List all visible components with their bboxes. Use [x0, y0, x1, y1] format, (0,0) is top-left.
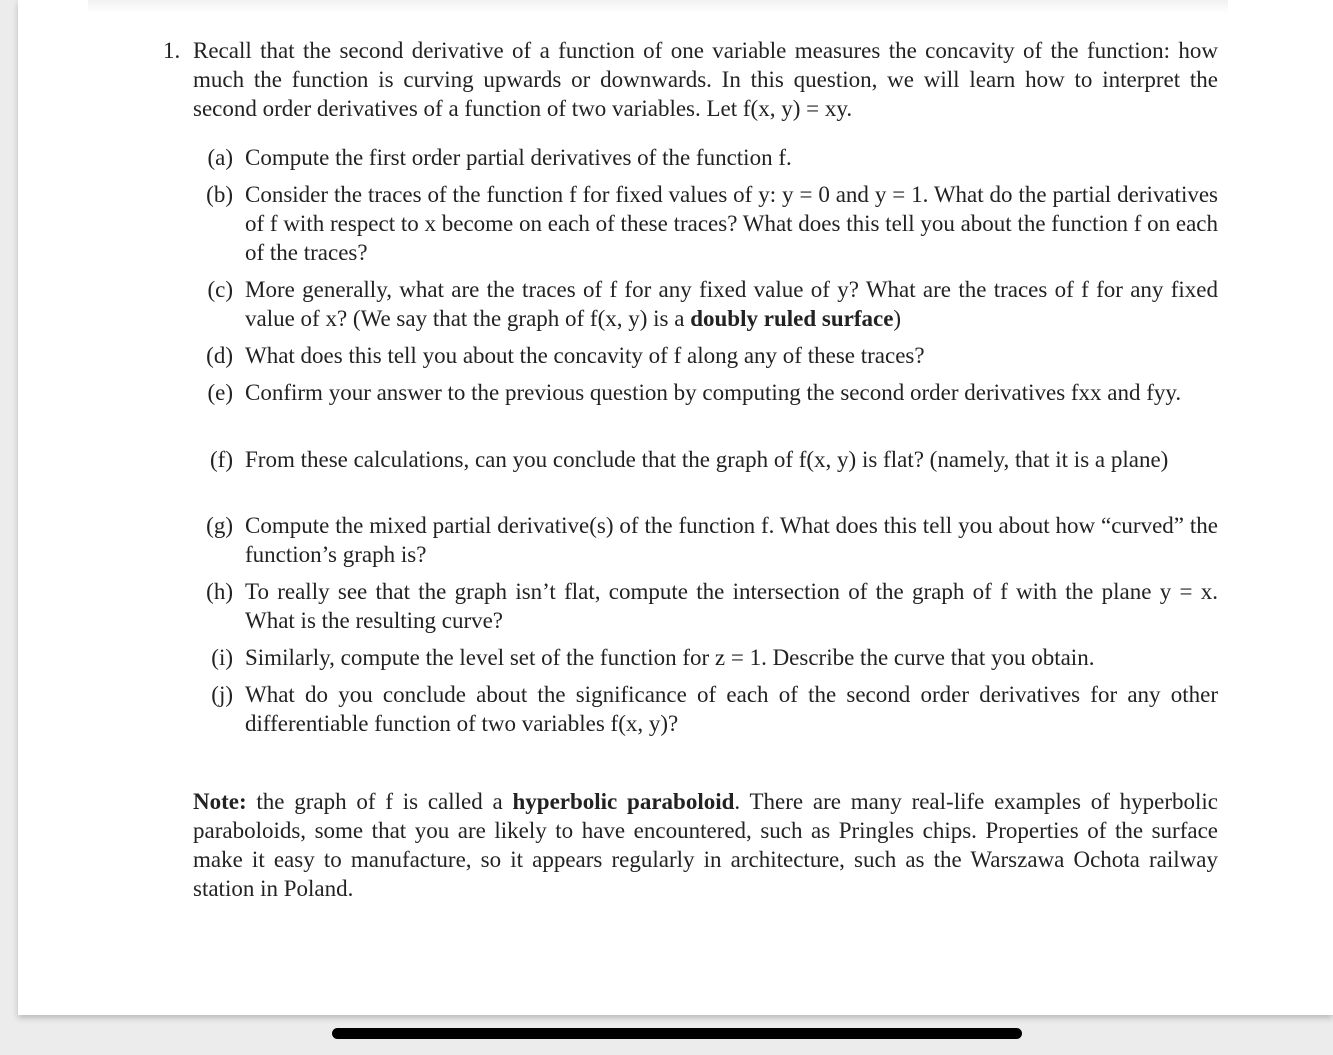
part-label-i: (i): [211, 645, 233, 670]
part-label-b: (b): [206, 182, 233, 207]
page-edge-shadow: [88, 0, 1228, 14]
part-j-text: What do you conclude about the significance of each of the second order derivatives for any other differentiable function of two variables f(x, y)?: [245, 682, 1218, 736]
part-d-text: What does this tell you about the concavity of f along any of these traces?: [245, 343, 925, 368]
part-c-body: More generally, what are the traces of f for any fixed value of y? What are the traces of f for any fixed value of x? (We say that the graph of f(x, y) is a: [245, 277, 1218, 331]
hyperbolic-paraboloid-term: hyperbolic paraboloid: [512, 789, 735, 814]
part-label-d: (d): [206, 343, 233, 368]
part-label-c: (c): [207, 277, 233, 302]
part-b-text: Consider the traces of the function f for fixed values of y: y = 0 and y = 1. What do the partial derivatives of f with respect to x become on each of these traces? What does this tell you about the function f on each of the traces?: [245, 182, 1218, 265]
part-i-text: Similarly, compute the level set of the function for z = 1. Describe the curve that you obtain.: [245, 645, 1095, 670]
part-c-close: ): [893, 306, 902, 331]
problem-number: 1.: [163, 38, 181, 63]
part-label-h: (h): [206, 579, 233, 604]
part-a-text: Compute the first order partial derivatives of the function f.: [245, 145, 792, 170]
part-label-a: (a): [207, 145, 233, 170]
part-h-text: To really see that the graph isn’t flat, compute the intersection of the graph of f with the plane y = x. What is the resulting curve?: [245, 579, 1218, 633]
note-text-b: . There are many real-life examples of hyperbolic paraboloids, some that you are likely to have encountered, such as Pringles chips. Properties of the surface make it easy to manufacture, so it appears regularly in architecture, such as the Warszawa Ochota railway station in Poland.: [193, 789, 1218, 901]
part-c-text: [245, 275, 1218, 333]
note-text-a: the graph of f is called a: [256, 789, 503, 814]
part-e-text: Confirm your answer to the previous question by computing the second order derivatives fxx and fyy.: [245, 380, 1182, 405]
part-label-e: (e): [207, 380, 233, 405]
part-f-text: From these calculations, can you conclude that the graph of f(x, y) is flat? (namely, that it is a plane): [245, 447, 1169, 472]
note-paragraph: [193, 787, 1218, 903]
home-indicator-bar[interactable]: [332, 1028, 1022, 1039]
note-label: Note:: [193, 789, 247, 814]
part-label-f: (f): [210, 447, 233, 472]
part-label-g: (g): [206, 513, 233, 538]
part-g-text: Compute the mixed partial derivative(s) of the function f. What does this tell you about how “curved” the function’s graph is?: [245, 513, 1218, 567]
part-label-j: (j): [211, 682, 233, 707]
doubly-ruled-surface-term: doubly ruled surface: [690, 306, 894, 331]
problem-intro: Recall that the second derivative of a function of one variable measures the concavity of the function: how much the function is curving upwards or downwards. In this question, we will learn how to interpret the second order derivatives of a function of two variables. Let f(x, y) = xy.: [193, 38, 1218, 121]
